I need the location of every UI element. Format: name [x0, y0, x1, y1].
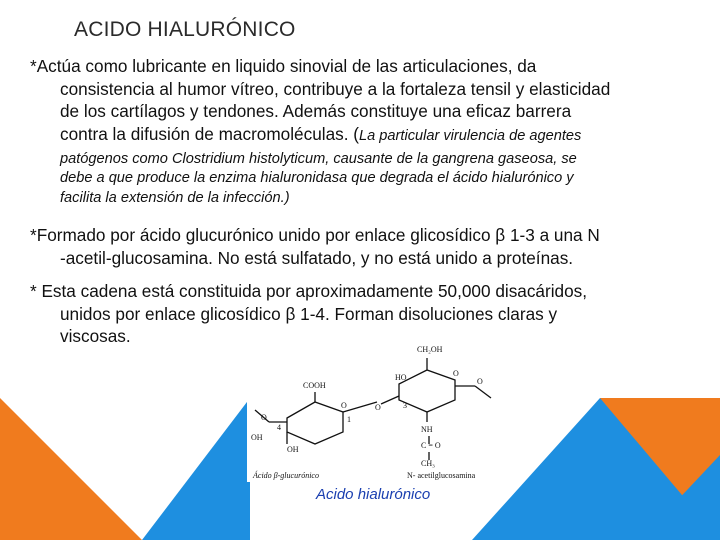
- structure-diagram: [247, 340, 498, 482]
- bullet-lubricant: [30, 55, 698, 147]
- label-o-left: O: [261, 413, 267, 422]
- label-ch3: CH₃: [421, 459, 435, 468]
- bullet-line: *Actúa como lubricante en liquido sinovial de las articulaciones, da: [30, 56, 537, 76]
- label-oh-left: OH: [251, 433, 263, 442]
- figure-caption: Acido hialurónico: [316, 486, 431, 503]
- right-ring: [399, 370, 455, 412]
- bullet-line: viscosas.: [60, 326, 131, 346]
- bullet-line: -acetil-glucosamina. No está sulfatado, y no está unido a proteínas.: [60, 247, 574, 268]
- bullet-lubricant-italic: [60, 150, 700, 208]
- bullet-line: [30, 123, 698, 148]
- left-caption: Ácido β-glucurónico: [253, 471, 319, 480]
- label-oh-bottom: OH: [287, 445, 299, 454]
- left-ring: [287, 402, 343, 444]
- bullet-line: consistencia al humor vítreo, contribuye a la fortaleza tensil y elasticidad: [60, 78, 611, 99]
- bullet-line: *Formado por ácido glucurónico unido por enlace glicosídico β 1-3 a una N: [30, 225, 600, 245]
- right-bond-glycosidic: [381, 396, 399, 404]
- bullet-chain: [30, 280, 698, 348]
- label-o-ring-right: O: [453, 369, 459, 378]
- hyaluronic-acid-structure: [247, 340, 498, 482]
- label-num4: 4: [277, 423, 281, 432]
- label-ho: HO: [395, 373, 407, 382]
- orange-triangle-left: [0, 398, 142, 540]
- label-ch2oh: CH₂OH: [417, 345, 443, 354]
- bullet-composition: [30, 224, 698, 269]
- italic-inline: La particular virulencia de agentes: [359, 127, 582, 144]
- label-co: C = O: [421, 441, 441, 450]
- label-o-bridge: O: [375, 403, 381, 412]
- bullet-line-text: contra la difusión de macromoléculas. (: [60, 123, 360, 144]
- left-bond-glycosidic: [343, 402, 377, 412]
- italic-line: patógenos como Clostridium histolyticum, causante de la gangrena gaseosa, se: [60, 151, 577, 167]
- label-cooh: COOH: [303, 381, 326, 390]
- label-o-right: O: [477, 377, 483, 386]
- blue-triangle-left: [142, 398, 250, 540]
- label-o-ring-left: O: [341, 401, 347, 410]
- italic-line: facilita la extensión de la infección.): [60, 189, 290, 206]
- right-bond-chain: [475, 386, 491, 398]
- bullet-line: * Esta cadena está constituida por aproximadamente 50,000 disacáridos,: [30, 281, 588, 301]
- label-nh: NH: [421, 425, 433, 434]
- slide-title: ACIDO HIALURÓNICO: [74, 18, 296, 41]
- label-num3: 3: [403, 401, 407, 410]
- bullet-line: de los cartílagos y tendones. Además constituye una eficaz barrera: [60, 101, 572, 121]
- bullet-line: unidos por enlace glicosídico β 1-4. Forman disoluciones claras y: [60, 303, 558, 324]
- label-num1: 1: [347, 415, 351, 424]
- right-caption: N- acetilglucosamina: [407, 471, 476, 480]
- italic-line: debe a que produce la enzima hialuronidasa que degrada el ácido hialurónico y: [60, 170, 574, 187]
